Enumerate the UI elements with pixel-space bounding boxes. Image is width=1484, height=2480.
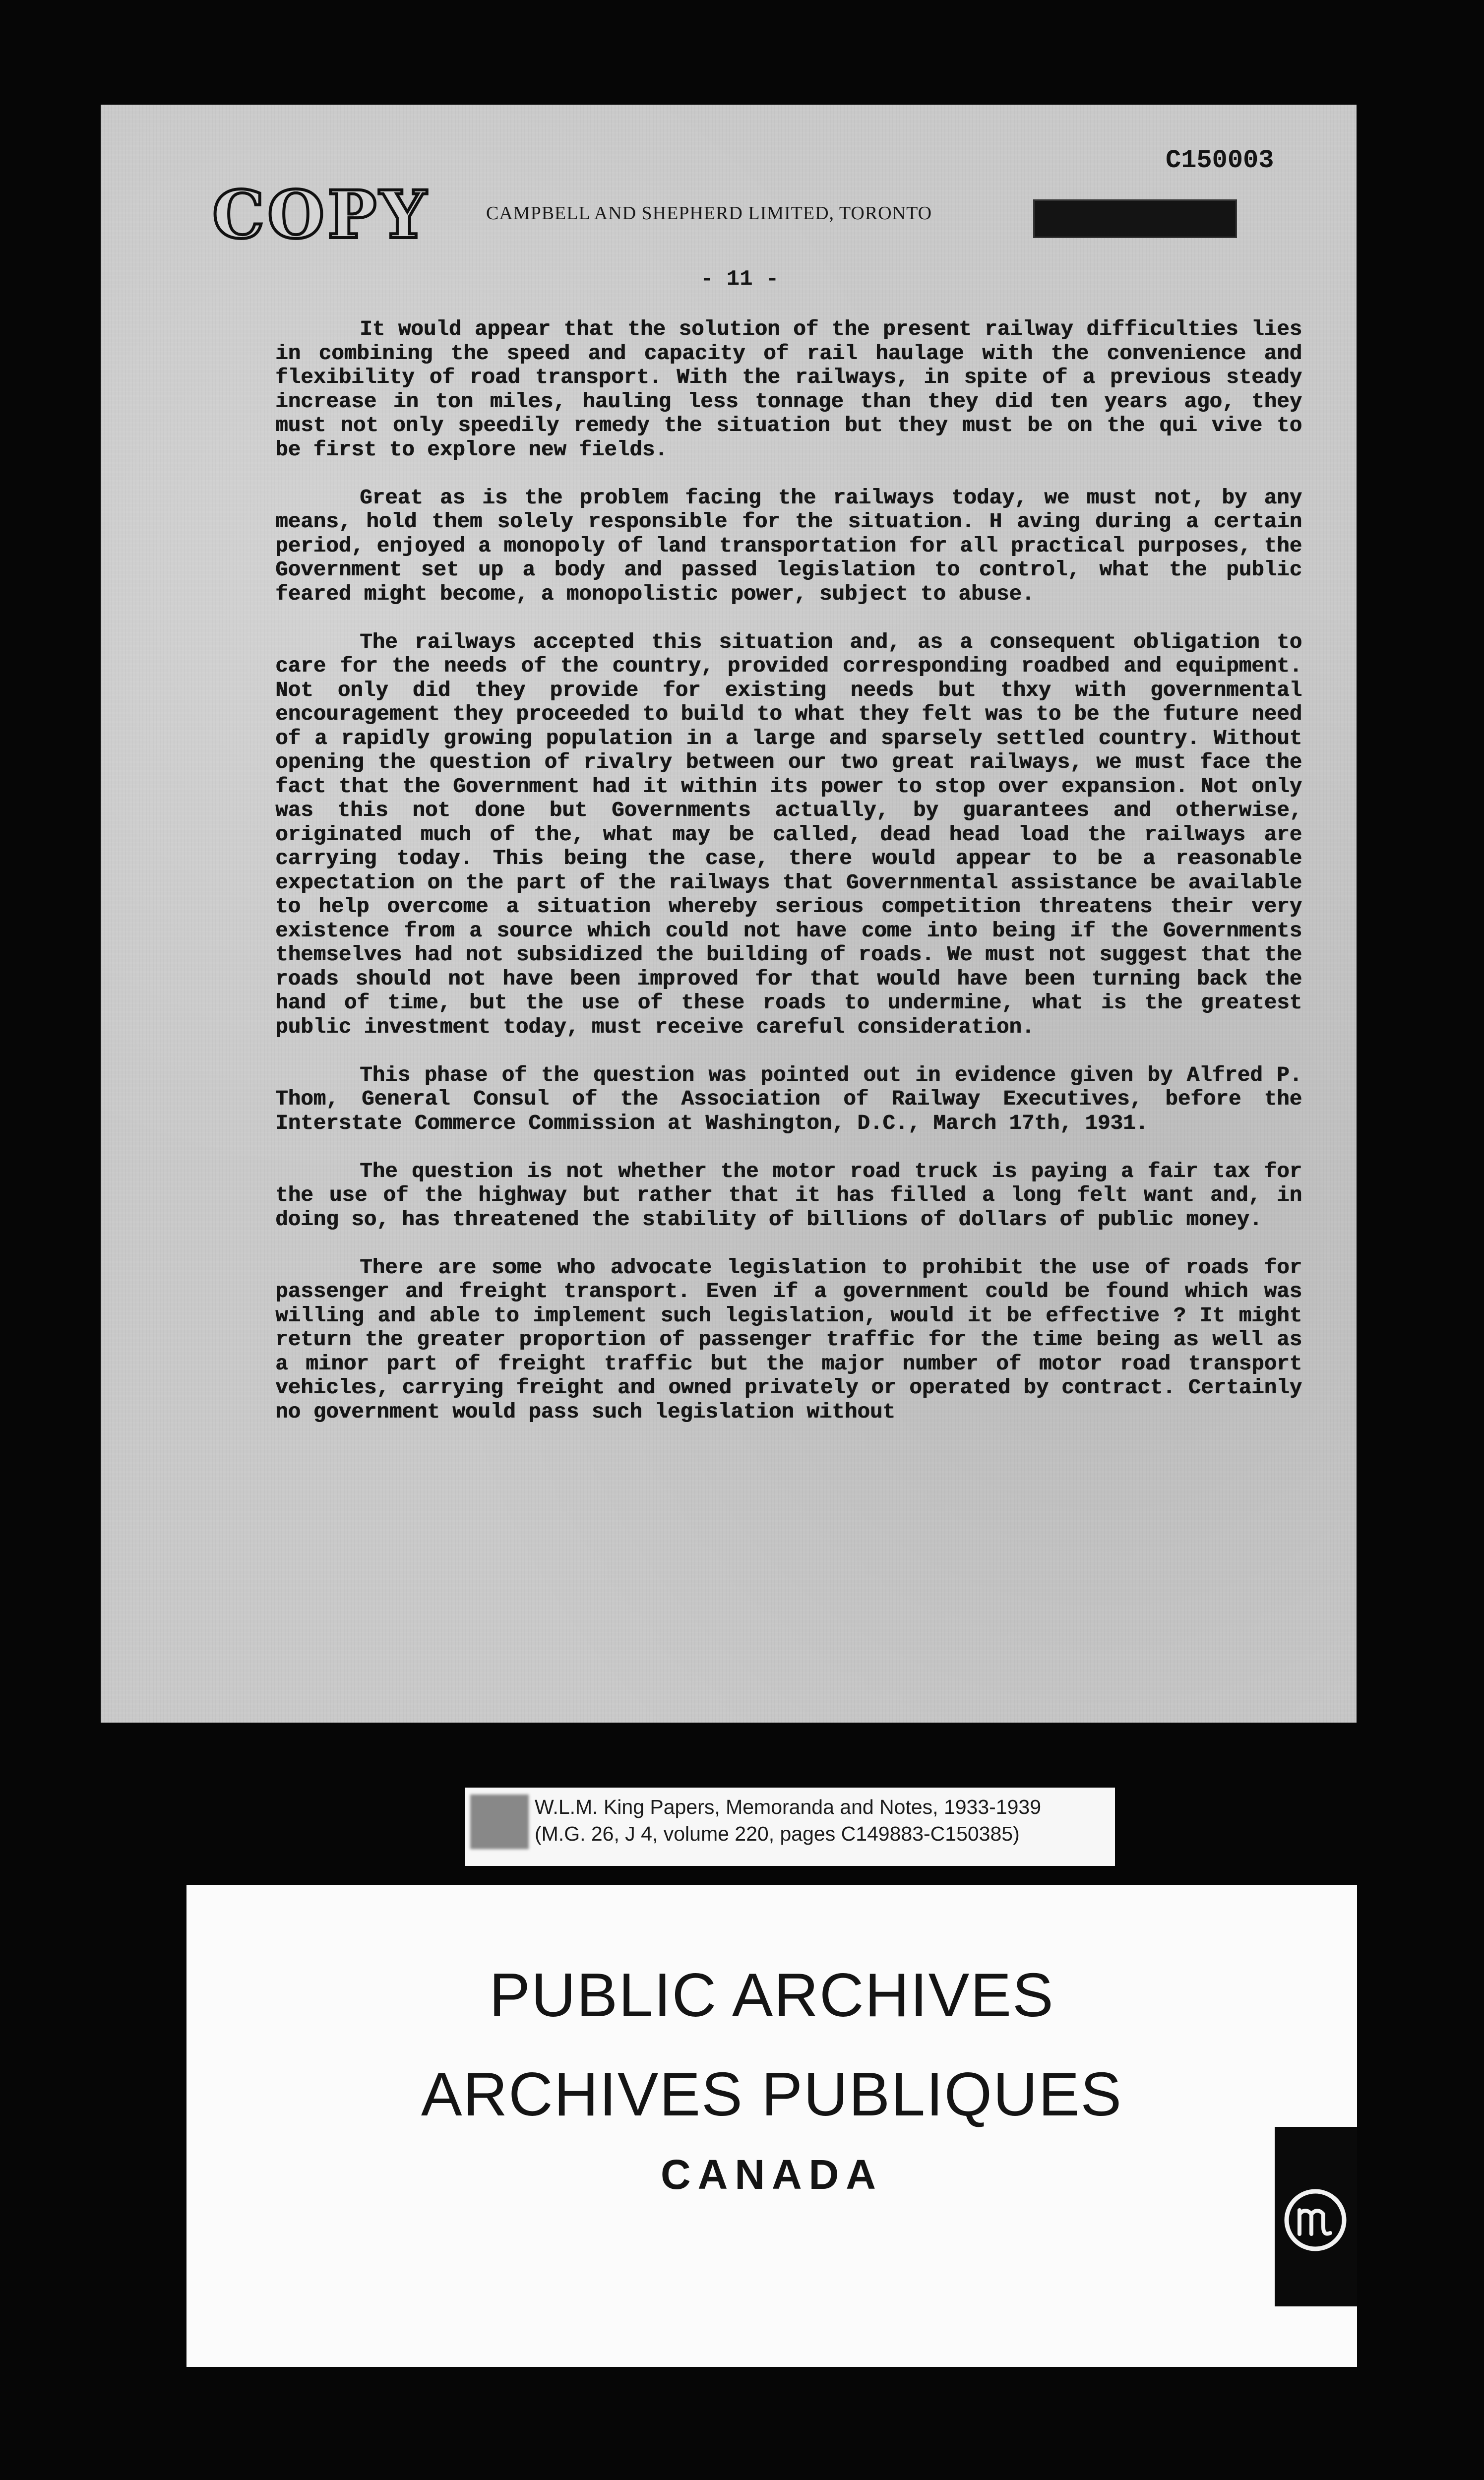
paragraph: There are some who advocate legislation to prohibit the use of roads for passenger and freight transport. Even if a government could be found which was willing and able to implement such legislation, would it be effective ? It might return the greater proportion of passenger traffic for the time being as well as a minor part of freight traffic but the major number of motor road transport vehicles, carrying freight and owned privately or operated by contract. Certainly no government would pass such legislation without [275, 1255, 1302, 1424]
document-id: C150003 [1166, 146, 1274, 175]
microfilm-logo-box [1275, 2127, 1357, 2306]
paragraph: Great as is the problem facing the railways today, we must not, by any means, hold them solely responsible for the situation. H aving during a certain period, enjoyed a monopoly of land transportation for all practical purposes, the Government set up a body and passed legislation to control, what the public feared might become, a monopolistic power, subject to abuse. [275, 486, 1302, 606]
reference-line: (M.G. 26, J 4, volume 220, pages C149883-C150385) [535, 1822, 1020, 1845]
reference-line: W.L.M. King Papers, Memoranda and Notes, 1933-1939 [535, 1796, 1042, 1818]
letterhead: CAMPBELL AND SHEPHERD LIMITED, TORONTO [486, 203, 932, 224]
archive-card [186, 1885, 1357, 2367]
paragraph: This phase of the question was pointed out in evidence given by Alfred P. Thom, General Consul of the Association of Railway Executives, before the Interstate Commerce Commission at Washington, D.C., March 17th, 1931. [275, 1063, 1302, 1135]
paragraph: It would appear that the solution of the present railway difficulties lies in combining the speed and capacity of rail haulage with the convenience and flexibility of road transport. With the railways, in spite of a previous steady increase in ton miles, hauling less tonnage than they did ten years ago, they must not only speedily remedy the situation but they must be on the qui vive to be first to explore new fields. [275, 317, 1302, 462]
paragraph: The railways accepted this situation and, as a consequent obligation to care for the needs of the country, provided corresponding roadbed and equipment. Not only did they provide for existing needs but thxy with governmental encouragement they proceeded to build to what they felt was to be the future need of a rapidly growing population in a large and sparsely settled country. Without opening the question of rivalry between our two great railways, we must face the fact that the Government had it within its power to stop over expansion. Not only was this not done but Governments actually, by guarantees and otherwise, originated much of the, what may be called, dead head load the railways are carrying today. This being the case, there would appear to be a reasonable expectation on the part of the railways that Governmental assistance be available to help overcome a situation whereby serious competition threatens their very existence from a source which could not have come into being if the Governments themselves had not subsidized the building of roads. We must not suggest that the roads should not have been improved for that would have been turning back the hand of time, but the use of these roads to undermine, what is the greatest public investment today, must receive careful consideration. [275, 630, 1302, 1039]
reference-label [465, 1788, 1115, 1866]
copy-stamp: COPY [212, 177, 430, 253]
page-number: - 11 - [700, 267, 779, 292]
microfilm-logo-icon [1281, 2185, 1350, 2255]
redaction-block [1033, 199, 1237, 238]
archive-country: CANADA [661, 2151, 883, 2198]
archive-title-en: PUBLIC ARCHIVES [489, 1961, 1054, 2030]
paragraph: The question is not whether the motor road truck is paying a fair tax for the use of the highway but rather that it has filled a long felt want and, in doing so, has threatened the stability of billions of dollars of public money. [275, 1159, 1302, 1232]
archive-title-fr: ARCHIVES PUBLIQUES [421, 2060, 1123, 2129]
stamp-smudge [470, 1795, 529, 1849]
body-text [275, 317, 1302, 1424]
